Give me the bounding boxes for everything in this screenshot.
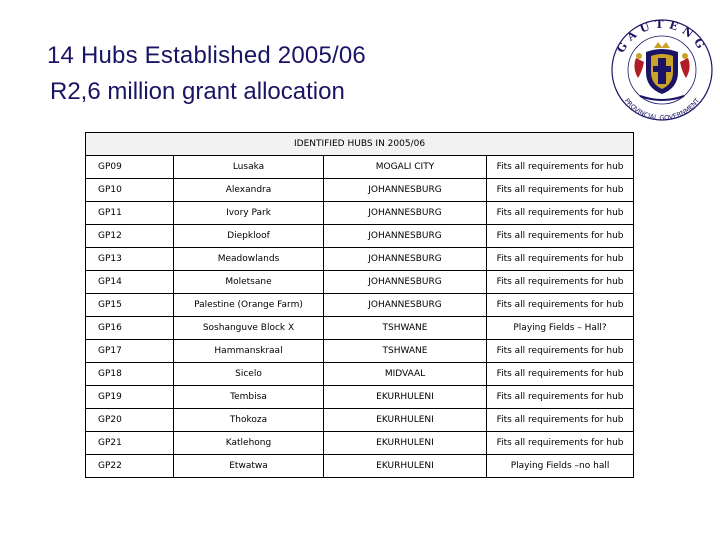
hub-code-cell: GP13	[86, 248, 174, 271]
table-row	[86, 225, 634, 248]
hub-site-cell: Lusaka	[174, 156, 324, 179]
status-cell: Fits all requirements for hub	[487, 248, 634, 271]
municipality-cell: TSHWANE	[324, 340, 487, 363]
municipality-cell: JOHANNESBURG	[324, 225, 487, 248]
table-row	[86, 455, 634, 478]
table-row	[86, 271, 634, 294]
status-cell: Fits all requirements for hub	[487, 432, 634, 455]
hub-code-cell: GP16	[86, 317, 174, 340]
status-cell: Fits all requirements for hub	[487, 179, 634, 202]
table-row	[86, 202, 634, 225]
status-cell: Playing Fields – Hall?	[487, 317, 634, 340]
table-row	[86, 386, 634, 409]
hub-site-cell: Soshanguve Block X	[174, 317, 324, 340]
hub-code-cell: GP12	[86, 225, 174, 248]
table-row	[86, 340, 634, 363]
hub-code-cell: GP18	[86, 363, 174, 386]
hub-code-cell: GP09	[86, 156, 174, 179]
page-subtitle: R2,6 million grant allocation	[50, 78, 345, 105]
status-cell: Fits all requirements for hub	[487, 409, 634, 432]
table-row	[86, 409, 634, 432]
status-cell: Fits all requirements for hub	[487, 225, 634, 248]
page-title: 14 Hubs Established 2005/06	[47, 42, 366, 69]
hubs-table-body	[86, 156, 634, 478]
hub-site-cell: Thokoza	[174, 409, 324, 432]
hub-site-cell: Meadowlands	[174, 248, 324, 271]
hub-code-cell: GP14	[86, 271, 174, 294]
logo-bottom-text: PROVINCIAL GOVERNMENT	[622, 96, 702, 123]
municipality-cell: JOHANNESBURG	[324, 294, 487, 317]
hub-site-cell: Etwatwa	[174, 455, 324, 478]
municipality-cell: EKURHULENI	[324, 432, 487, 455]
hub-site-cell: Alexandra	[174, 179, 324, 202]
hub-site-cell: Diepkloof	[174, 225, 324, 248]
hub-code-cell: GP21	[86, 432, 174, 455]
municipality-cell: MIDVAAL	[324, 363, 487, 386]
hub-code-cell: GP20	[86, 409, 174, 432]
hub-site-cell: Sicelo	[174, 363, 324, 386]
table-row	[86, 156, 634, 179]
hub-site-cell: Katlehong	[174, 432, 324, 455]
status-cell: Fits all requirements for hub	[487, 340, 634, 363]
hubs-table	[85, 132, 634, 478]
municipality-cell: JOHANNESBURG	[324, 202, 487, 225]
municipality-cell: MOGALI CITY	[324, 156, 487, 179]
hub-site-cell: Hammanskraal	[174, 340, 324, 363]
hub-code-cell: GP22	[86, 455, 174, 478]
status-cell: Fits all requirements for hub	[487, 363, 634, 386]
table-row	[86, 248, 634, 271]
status-cell: Fits all requirements for hub	[487, 202, 634, 225]
municipality-cell: JOHANNESBURG	[324, 271, 487, 294]
status-cell: Fits all requirements for hub	[487, 271, 634, 294]
hub-code-cell: GP17	[86, 340, 174, 363]
table-row	[86, 317, 634, 340]
gauteng-logo	[606, 12, 718, 130]
hub-code-cell: GP19	[86, 386, 174, 409]
status-cell: Fits all requirements for hub	[487, 386, 634, 409]
hub-site-cell: Palestine (Orange Farm)	[174, 294, 324, 317]
status-cell: Fits all requirements for hub	[487, 156, 634, 179]
table-row	[86, 294, 634, 317]
municipality-cell: JOHANNESBURG	[324, 248, 487, 271]
hub-site-cell: Moletsane	[174, 271, 324, 294]
hub-site-cell: Ivory Park	[174, 202, 324, 225]
table-row	[86, 363, 634, 386]
status-cell: Playing Fields –no hall	[487, 455, 634, 478]
table-row	[86, 432, 634, 455]
hub-code-cell: GP10	[86, 179, 174, 202]
municipality-cell: EKURHULENI	[324, 409, 487, 432]
status-cell: Fits all requirements for hub	[487, 294, 634, 317]
table-caption: IDENTIFIED HUBS IN 2005/06	[86, 133, 634, 156]
hub-code-cell: GP15	[86, 294, 174, 317]
logo-top-text: GAUTENG	[614, 17, 710, 56]
municipality-cell: JOHANNESBURG	[324, 179, 487, 202]
municipality-cell: EKURHULENI	[324, 386, 487, 409]
hub-code-cell: GP11	[86, 202, 174, 225]
municipality-cell: TSHWANE	[324, 317, 487, 340]
hub-site-cell: Tembisa	[174, 386, 324, 409]
crest-icon	[634, 42, 689, 100]
table-row	[86, 179, 634, 202]
municipality-cell: EKURHULENI	[324, 455, 487, 478]
